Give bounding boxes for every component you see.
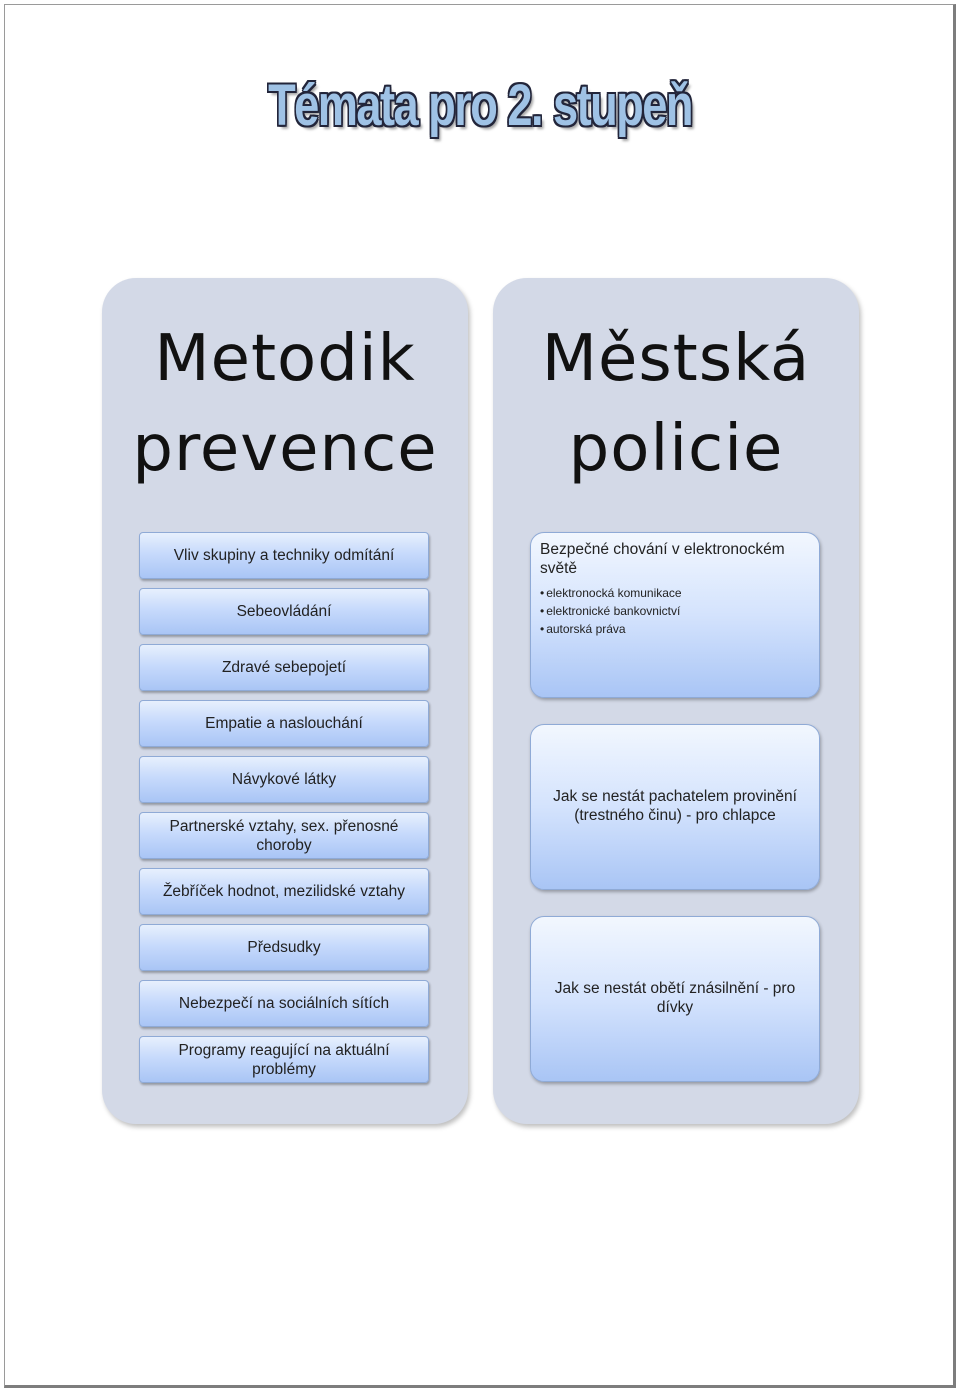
topic-item: Předsudky <box>139 924 429 971</box>
panel-heading-line2: policie <box>568 412 784 486</box>
topic-box-title: Jak se nestát pachatelem provinění (trestného činu) - pro chlapce <box>553 788 797 824</box>
topic-bullet-list <box>540 584 682 638</box>
page-title: Témata pro 2. stupeň <box>268 73 692 138</box>
bullet-item: • autorská práva <box>540 620 682 638</box>
panel-heading-line2: prevence <box>132 412 438 486</box>
panel-metodik-prevence <box>102 278 468 1124</box>
topic-item: Nebezpečí na sociálních sítích <box>139 980 429 1027</box>
panel-mestska-policie <box>493 278 859 1124</box>
topic-box-electronic-safety <box>530 532 820 698</box>
topic-box-title: Jak se nestát obětí znásilnění - pro dívky <box>554 980 796 1016</box>
topic-item: Žebříček hodnot, mezilidské vztahy <box>139 868 429 915</box>
topic-item: Empatie a naslouchání <box>139 700 429 747</box>
topic-item: Zdravé sebepojetí <box>139 644 429 691</box>
bullet-item: • elektronocká komunikace <box>540 584 682 602</box>
bullet-item: • elektronické bankovnictví <box>540 602 682 620</box>
topic-item: Programy reagující na aktuální problémy <box>139 1036 429 1083</box>
topic-item: Sebeovládání <box>139 588 429 635</box>
panel-heading-line1: Městská <box>541 322 811 396</box>
topic-item: Vliv skupiny a techniky odmítání <box>139 532 429 579</box>
topic-box-offender <box>530 724 820 890</box>
topic-box-victim <box>530 916 820 1082</box>
panel-heading-line1: Metodik <box>154 322 416 396</box>
topic-box-title: Bezpečné chování v elektronockém světě <box>540 541 785 577</box>
topic-item: Návykové látky <box>139 756 429 803</box>
topic-item: Partnerské vztahy, sex. přenosné choroby <box>139 812 429 859</box>
